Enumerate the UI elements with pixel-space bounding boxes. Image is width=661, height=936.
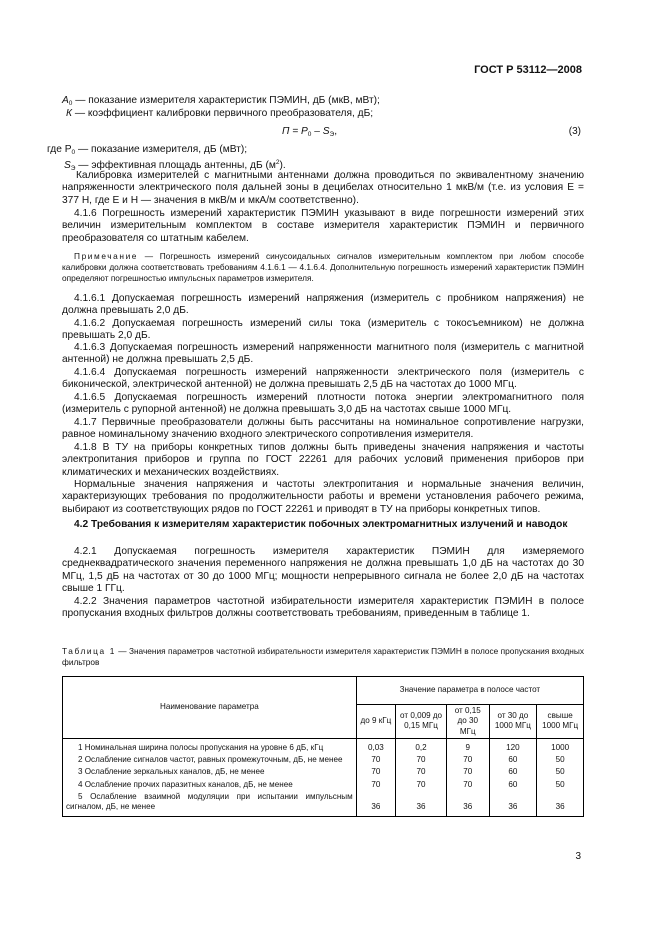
section-heading-4-2: 4.2 Требования к измерителям характеристик побочных электромагнитных излучений и наводок [74, 519, 568, 530]
table-row [63, 738, 584, 754]
paragraph-4-1-6-4: 4.1.6.4 Допускаемая погрешность измерений напряженности электрического поля (измеритель с биконической, электрической антенной) не должна превышать 2,5 дБ на частотах до 1000 МГц. [62, 367, 584, 391]
table-cell-value: 36 [396, 791, 447, 816]
paragraph-4-2-1: 4.2.1 Допускаемая погрешность измерителя характеристик ПЭМИН для измеряемого среднеквадратического значения переменного напряжения не должна превышать 1,0 дБ на частотах до 30 МГц, 1,5 дБ на частотах от 30 до 1000 МГц; мощности непрерывного сигнала не более 2,0 дБ на частотах свыше 1 ГГц. [62, 546, 584, 594]
table-cell-value: 70 [446, 779, 489, 791]
table-row [63, 791, 584, 816]
formula-end: , [334, 126, 338, 137]
column-header-band: до 9 кГц [356, 705, 395, 739]
table-caption-label: Таблица 1 [62, 646, 116, 656]
subscript: 0 [71, 149, 76, 156]
paragraph-4-1-8: 4.1.8 В ТУ на приборы конкретных типов должны быть приведены значения напряжения и частоты электропитания приборов и группа по ГОСТ 22261 для рабочих условий применения приборов при климатических и механических воздействиях. [62, 442, 584, 478]
table-cell-value: 70 [356, 766, 395, 778]
formula-mid: – S [311, 126, 330, 137]
table-cell-value: 50 [537, 766, 584, 778]
symbol-s: S [64, 160, 71, 171]
table-cell-value: 60 [489, 766, 537, 778]
table-cell-value: 0,2 [396, 738, 447, 754]
paragraph-4-1-6-1: 4.1.6.1 Допускаемая погрешность измерений напряжения (измеритель с пробником напряжения) не должна превышать 2,0 дБ. [62, 293, 584, 317]
note [62, 251, 584, 284]
definition-text: — коэффициент калибровки первичного преобразователя, дБ; [72, 108, 374, 119]
table-row [63, 779, 584, 791]
paragraph-4-2-2: 4.2.2 Значения параметров частотной избирательности измерителя характеристик ПЭМИН в полосе пропускания входных фильтров должны соответствовать требованиям, приведенным в таблице 1. [62, 596, 584, 620]
column-header-parameter: Наименование параметра [63, 677, 357, 739]
table-cell-value: 36 [489, 791, 537, 816]
column-header-band: от 0,009 до 0,15 МГц [396, 705, 447, 739]
selectivity-table [62, 676, 584, 817]
formula-lhs: П = Р [282, 126, 308, 137]
table-cell-value: 70 [396, 754, 447, 766]
page-number: 3 [575, 851, 581, 862]
symbol-a0: A [62, 95, 69, 106]
table-caption [62, 646, 584, 668]
subscript: Э [70, 165, 76, 172]
formula-body [282, 126, 337, 138]
definition-text: — показание измерителя, дБ (мВт); [75, 144, 248, 155]
definition-text: — показание измерителя характеристик ПЭМИН, дБ (мкВ, мВт); [72, 95, 380, 106]
symbol-k: К [66, 108, 73, 119]
table-cell-parameter: 2 Ослабление сигналов частот, равных промежуточным, дБ, не менее [63, 754, 357, 766]
definition-k [66, 108, 588, 120]
table-cell-value: 120 [489, 738, 537, 754]
column-header-band: от 0,15 до 30 МГц [446, 705, 489, 739]
table-cell-value: 70 [396, 766, 447, 778]
paragraph-normal-values: Нормальные значения напряжения и частоты электропитания и нормальные значения величин, характеризующих требования по продолжительности работы и времени установления рабочего режима, выбирают из соответствующих рядов по ГОСТ 22261 и приводят в ТУ на приборы конкретных типов. [62, 479, 584, 515]
note-text: — Погрешность измерений синусоидальных сигналов измерительным комплектом при любом способе калибровки должна соответствовать требованиям 4.1.6.1 — 4.1.6.4. Дополнительную погрешность измерений характеристик ПЭМИН определяют погрешностью импульсных параметров измерителя. [62, 251, 584, 283]
table-cell-parameter: 4 Ослабление прочих паразитных каналов, дБ, не менее [63, 779, 357, 791]
paragraph-4-1-6-5: 4.1.6.5 Допускаемая погрешность измерений плотности потока энергии электромагнитного поля (измеритель с рупорной антенной) не должна превышать 3,0 дБ на частотах свыше 1000 МГц. [62, 392, 584, 416]
table-cell-value: 70 [356, 779, 395, 791]
paragraph-4-1-7: 4.1.7 Первичные преобразователи должны быть рассчитаны на номинальное сопротивление нагрузки, равное номинальному значению входного электрического сопротивления измерителя. [62, 417, 584, 441]
table-cell-value: 50 [537, 754, 584, 766]
table-cell-value: 60 [489, 779, 537, 791]
table-cell-value: 36 [537, 791, 584, 816]
definition-end: ). [279, 160, 286, 171]
equation-number: (3) [568, 126, 581, 137]
table-row [63, 754, 584, 766]
table-cell-value: 70 [396, 779, 447, 791]
table-row [63, 766, 584, 778]
table-caption-text: — Значения параметров частотной избирательности измерителя характеристик ПЭМИН в полосе пропускания входных фильтров [62, 646, 584, 667]
column-group-header: Значение параметра в полосе частот [356, 677, 583, 705]
table-cell-value: 70 [446, 754, 489, 766]
table-cell-parameter: 3 Ослабление зеркальных каналов, дБ, не менее [63, 766, 357, 778]
table-cell-parameter: 5 Ослабление взаимной модуляции при испытании импульсным сигналом, дБ, не менее [63, 791, 357, 816]
document-header: ГОСТ Р 53112—2008 [474, 64, 582, 76]
table-cell-value: 1000 [537, 738, 584, 754]
table-cell-value: 60 [489, 754, 537, 766]
definition-text: — эффективная площадь антенны, дБ (м [75, 160, 276, 171]
paragraph-4-1-6-3: 4.1.6.3 Допускаемая погрешность измерений напряженности магнитного поля (измеритель с магнитной антенной) не должна превышать 2,5 дБ. [62, 342, 584, 366]
table-cell-value: 50 [537, 779, 584, 791]
subscript: 0 [307, 131, 312, 138]
column-header-band: от 30 до 1000 МГц [489, 705, 537, 739]
subscript: 0 [68, 100, 73, 107]
paragraph-4-1-6: 4.1.6 Погрешность измерений характеристик ПЭМИН указывают в виде погрешности измерений этих величин измерительным комплектом в составе измерителя характеристик ПЭМИН и первичного преобразователя со штатным кабелем. [62, 208, 584, 244]
paragraph-4-1-6-2: 4.1.6.2 Допускаемая погрешность измерений силы тока (измеритель с токосъемником) не должна превышать 2,0 дБ. [62, 318, 584, 342]
definition-lead: где Р [47, 144, 72, 155]
table-cell-value: 70 [356, 754, 395, 766]
table-cell-value: 36 [356, 791, 395, 816]
table-cell-parameter: 1 Номинальная ширина полосы пропускания на уровне 6 дБ, кГц [63, 738, 357, 754]
table-cell-value: 9 [446, 738, 489, 754]
table-cell-value: 70 [446, 766, 489, 778]
note-label: Примечание [74, 251, 139, 261]
table-cell-value: 0,03 [356, 738, 395, 754]
table-cell-value: 36 [446, 791, 489, 816]
paragraph-calibration: Калибровка измерителей с магнитными антеннами должна проводиться по эквивалентному значению напряженности электрического поля дальней зоны в децибелах относительно 1 мкВ/м (т.е. из условия Е = 377 Н, где Е и Н — значения в мкВ/м и мкА/м соответственно). [62, 170, 584, 206]
column-header-band: свыше 1000 МГц [537, 705, 584, 739]
subscript: Э [329, 131, 335, 138]
superscript: 2 [275, 159, 280, 166]
